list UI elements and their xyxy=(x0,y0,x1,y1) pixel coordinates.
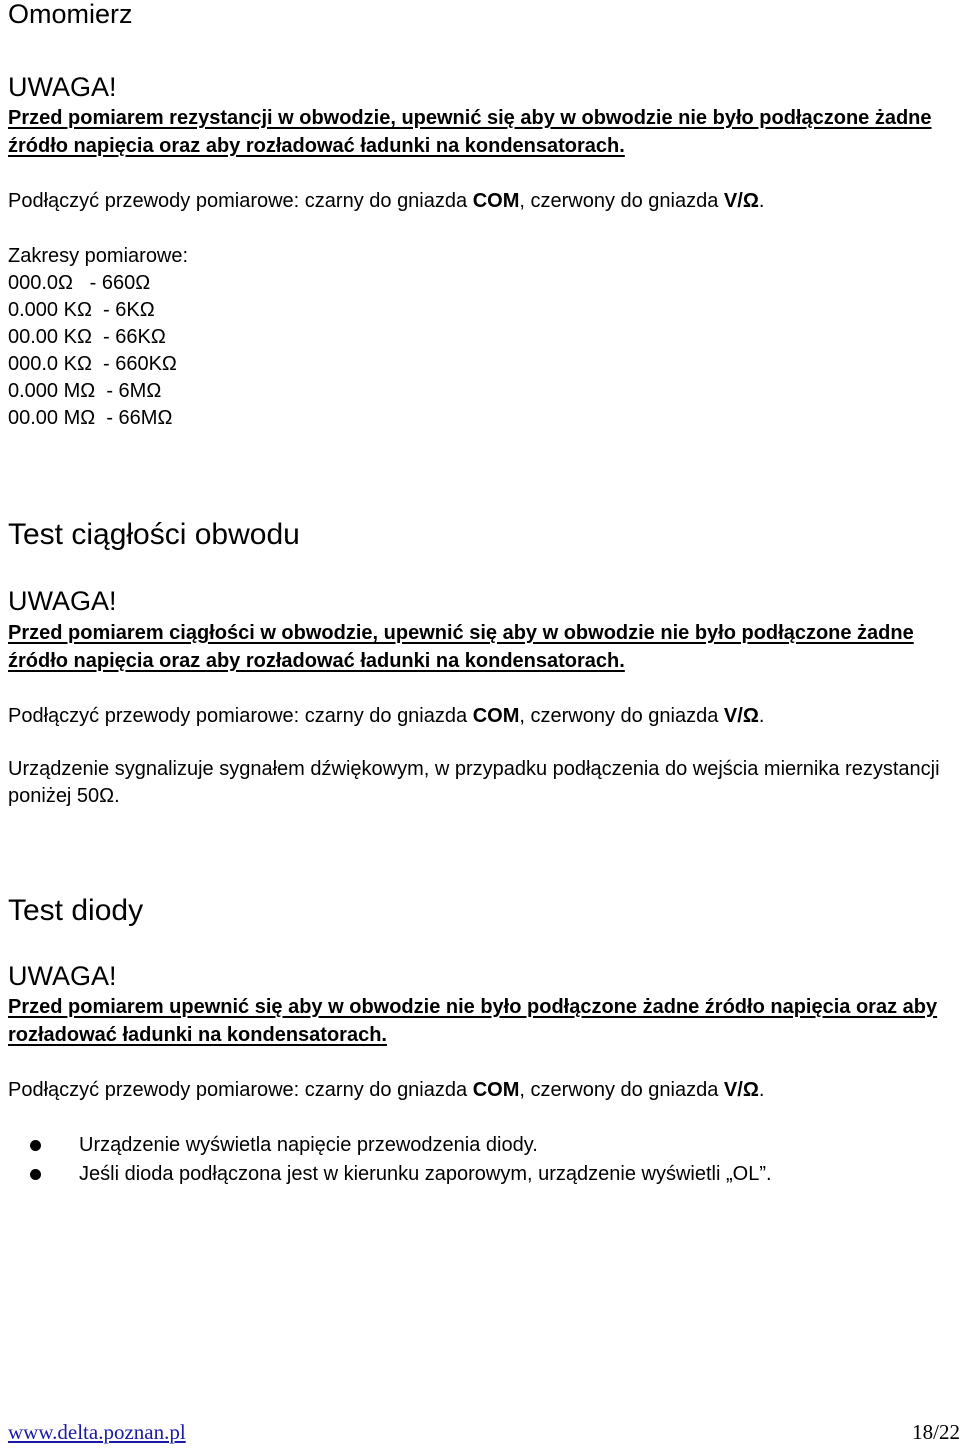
com-socket-label: COM xyxy=(472,705,520,727)
range-line: 0.000 KΩ - 6KΩ xyxy=(8,299,155,321)
signal-description: Urządzenie sygnalizuje sygnałem dźwiękowym, w przypadku podłączenia do wejścia miernika rezystancji poniżej 50Ω. xyxy=(8,758,940,807)
bullet-icon xyxy=(30,1140,41,1151)
ranges-label: Zakresy pomiarowe: xyxy=(8,245,189,267)
list-item: Jeśli dioda podłączona jest w kierunku zaporowym, urządzenie wyświetli „OL”. xyxy=(8,1160,948,1189)
vohm-socket-label: V/Ω xyxy=(723,705,759,727)
vohm-socket-label: V/Ω xyxy=(723,1079,759,1101)
warning-text: Przed pomiarem ciągłości w obwodzie, upewnić się aby w obwodzie nie było podłączone żadne źródło napięcia oraz aby rozładować ładunki na kondensatorach. xyxy=(8,622,914,672)
range-line: 00.00 KΩ - 66KΩ xyxy=(8,326,166,348)
range-line: 000.0Ω - 660Ω xyxy=(8,272,151,294)
com-socket-label: COM xyxy=(472,190,520,212)
section-title-ohmmeter: Omomierz xyxy=(8,0,133,29)
warning-heading: UWAGA! xyxy=(8,72,117,102)
diode-notes-list xyxy=(8,1131,948,1189)
warning-heading: UWAGA! xyxy=(8,586,117,616)
bullet-icon xyxy=(30,1169,41,1180)
section-title-continuity: Test ciągłości obwodu xyxy=(8,518,300,551)
page-number: 18/22 xyxy=(912,1420,960,1444)
website-link[interactable]: www.delta.poznan.pl xyxy=(8,1420,186,1444)
connect-instruction: Podłączyć przewody pomiarowe: czarny do gniazda COM, czerwony do gniazda V/Ω. xyxy=(8,190,765,212)
range-line: 000.0 KΩ - 660KΩ xyxy=(8,353,177,375)
range-line: 0.000 MΩ - 6MΩ xyxy=(8,380,162,402)
vohm-socket-label: V/Ω xyxy=(723,190,759,212)
range-line: 00.00 MΩ - 66MΩ xyxy=(8,407,173,429)
warning-text: Przed pomiarem upewnić się aby w obwodzie nie było podłączone żadne źródło napięcia oraz aby rozładować ładunki na kondensatorach. xyxy=(8,996,938,1046)
list-item: Urządzenie wyświetla napięcie przewodzenia diody. xyxy=(8,1131,948,1160)
warning-text: Przed pomiarem rezystancji w obwodzie, upewnić się aby w obwodzie nie było podłączone żadne źródło napięcia oraz aby rozładować ładunki na kondensatorach. xyxy=(8,107,932,157)
connect-instruction: Podłączyć przewody pomiarowe: czarny do gniazda COM, czerwony do gniazda V/Ω. xyxy=(8,1079,765,1101)
connect-instruction: Podłączyć przewody pomiarowe: czarny do gniazda COM, czerwony do gniazda V/Ω. xyxy=(8,705,765,727)
section-title-diode: Test diody xyxy=(8,894,144,927)
com-socket-label: COM xyxy=(472,1079,520,1101)
warning-heading: UWAGA! xyxy=(8,961,117,991)
